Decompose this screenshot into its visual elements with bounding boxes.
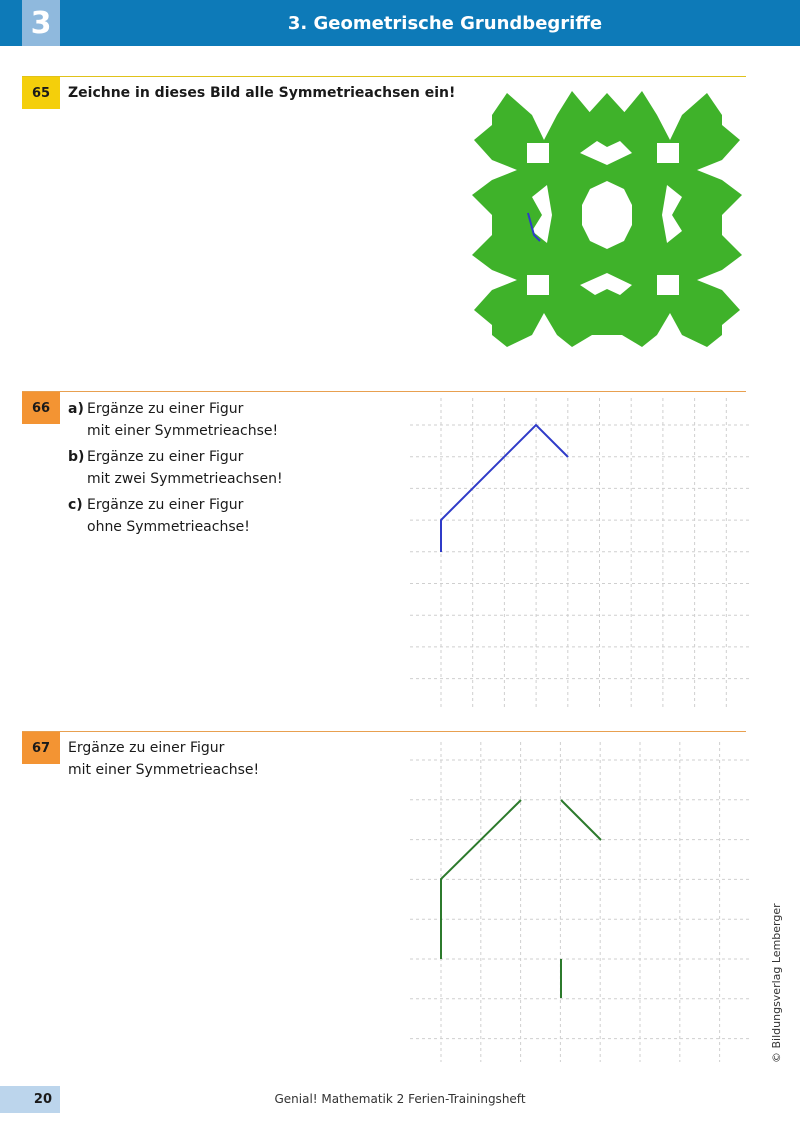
- book-title: Genial! Mathematik 2 Ferien-Trainingsheft: [274, 1092, 526, 1106]
- subtask-a-line-1: Ergänze zu einer Figur: [87, 401, 244, 417]
- subtask-c-line-1: Ergänze zu einer Figur: [87, 497, 244, 513]
- subtask-c: [68, 494, 283, 538]
- task-67-instruction: [68, 737, 259, 781]
- task-67-line-2: mit einer Symmetrieachse!: [68, 762, 260, 778]
- subtask-a-line-2: mit einer Symmetrieachse!: [87, 423, 279, 439]
- subtask-c-line-2: ohne Symmetrieachse!: [87, 519, 250, 535]
- task-66-subtasks: [68, 398, 283, 542]
- task-65-number: 65: [22, 77, 60, 109]
- task-65-rule: [22, 76, 746, 77]
- task-66-number: 66: [22, 392, 60, 424]
- chapter-title: 3. Geometrische Grundbegriffe: [287, 12, 603, 34]
- task-66-drawing-grid[interactable]: [410, 398, 750, 708]
- chapter-number-badge: 3: [22, 0, 60, 46]
- subtask-c-letter: c): [68, 497, 83, 513]
- symmetry-snowflake-image[interactable]: [462, 85, 752, 365]
- copyright-notice: © Bildungsverlag Lemberger: [770, 903, 783, 1063]
- task-67-figure-right: [561, 800, 601, 840]
- subtask-b: [68, 446, 283, 490]
- task-67-line-1: Ergänze zu einer Figur: [68, 740, 225, 756]
- subtask-b-letter: b): [68, 449, 85, 465]
- task-65-instruction: Zeichne in dieses Bild alle Symmetrieachsen ein!: [68, 85, 456, 101]
- page-number: 20: [0, 1086, 60, 1113]
- subtask-a: [68, 398, 283, 442]
- task-67-rule: [22, 731, 746, 732]
- subtask-b-line-1: Ergänze zu einer Figur: [87, 449, 244, 465]
- task-67-number: 67: [22, 732, 60, 764]
- subtask-b-line-2: mit zwei Symmetrieachsen!: [87, 471, 283, 487]
- task-67-drawing-grid[interactable]: [410, 742, 750, 1062]
- task-66-rule: [22, 391, 746, 392]
- subtask-a-letter: a): [68, 401, 84, 417]
